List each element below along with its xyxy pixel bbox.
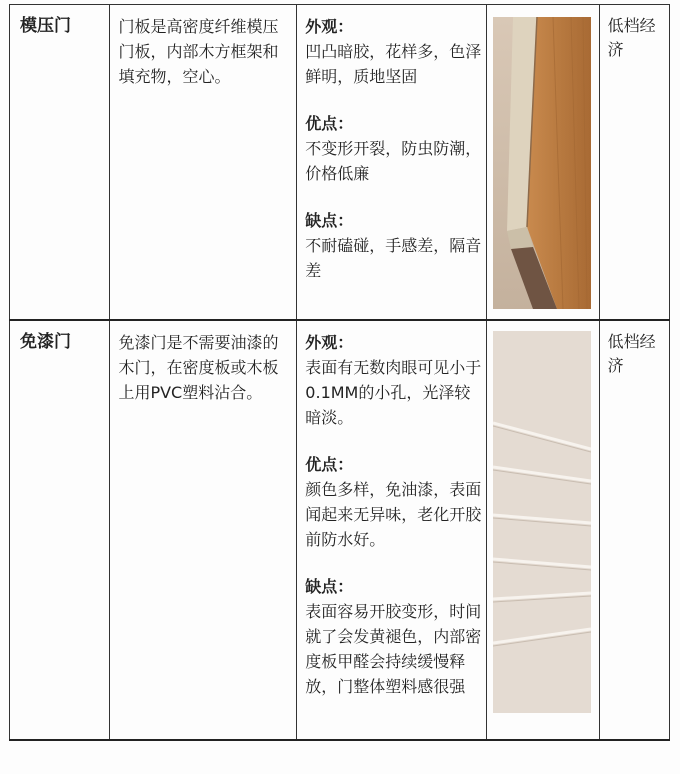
cons-block — [305, 574, 482, 699]
pros-title: 优点： — [305, 114, 354, 133]
door-type-cell — [10, 5, 110, 321]
description-cell — [110, 320, 297, 740]
door-type-name: 模压门 — [20, 16, 71, 36]
appearance-title: 外观： — [305, 17, 354, 36]
features-cell — [297, 5, 487, 321]
appearance-text: 表面有无数肉眼可见小于0.1MM的小孔，光泽较暗淡。 — [305, 358, 482, 427]
cons-text: 不耐磕碰，手感差，隔音差 — [305, 236, 482, 280]
pros-text: 不变形开裂，防虫防潮，价格低廉 — [305, 139, 482, 183]
pros-title: 优点： — [305, 455, 354, 474]
pros-block — [305, 452, 482, 552]
appearance-text: 凹凸暗胶，花样多，色泽鲜明，质地坚固 — [305, 42, 482, 86]
features-cell — [297, 320, 487, 740]
image-cell — [487, 5, 600, 321]
table-row — [10, 5, 670, 321]
wood-board-edge-photo — [493, 17, 591, 309]
grade-label: 低档经济 — [607, 16, 656, 59]
door-type-cell — [10, 320, 110, 740]
door-comparison-table — [9, 4, 670, 741]
appearance-block — [305, 330, 482, 430]
grade-label: 低档经济 — [607, 332, 656, 375]
image-cell — [487, 320, 600, 740]
description-cell — [110, 5, 297, 321]
cons-title: 缺点： — [305, 577, 354, 596]
grade-cell — [599, 320, 669, 740]
pvc-grooved-panel-photo — [493, 331, 591, 713]
door-description: 门板是高密度纤维模压门板，内部木方框架和填充物，空心。 — [118, 17, 279, 86]
pros-block — [305, 111, 482, 186]
appearance-block — [305, 14, 482, 89]
appearance-title: 外观： — [305, 333, 354, 352]
grade-cell — [599, 5, 669, 321]
cons-title: 缺点： — [305, 211, 354, 230]
door-description: 免漆门是不需要油漆的木门，在密度板或木板上用PVC塑料沾合。 — [118, 333, 279, 402]
pros-text: 颜色多样，免油漆，表面闻起来无异味，老化开胶前防水好。 — [305, 480, 482, 549]
door-type-name: 免漆门 — [20, 332, 71, 352]
table-row — [10, 320, 670, 740]
cons-text: 表面容易开胶变形，时间就了会发黄褪色，内部密度板甲醛会持续缓慢释放，门整体塑料感很强 — [305, 602, 482, 696]
cons-block — [305, 208, 482, 283]
